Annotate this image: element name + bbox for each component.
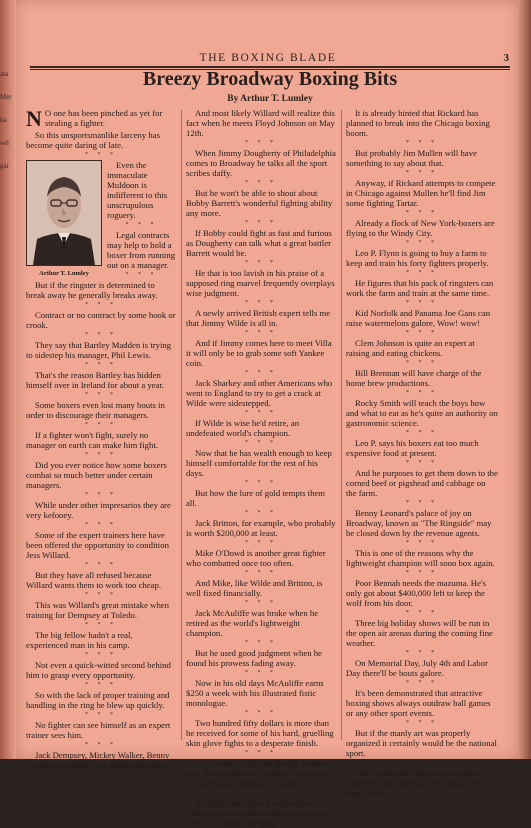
paragraph: Three big holiday shows will be run in the open air arenas during the coming fine weather.	[346, 618, 493, 648]
section-separator: * * *	[406, 170, 438, 176]
paragraph: If Bobby could fight as fast and furious as Dougherty can talk what a great battler Barrett would be.	[186, 228, 332, 258]
paragraph: They say that Bartley Madden is trying to sidestep his manager, Phil Lewis.	[26, 340, 172, 360]
portrait-caption: Arthur T. Lumley	[39, 270, 89, 277]
paragraph: When Jimmy Dougherty of Philadelphia comes to Broadway he talks all the sport scribes daffy.	[186, 148, 336, 178]
paragraph: If Wilde is wise he'd retire, an undefeated world's champion.	[186, 418, 300, 438]
section-separator: * * *	[125, 222, 158, 228]
paragraph: The big fellow hadn't a real, experienced man in his camp.	[26, 630, 133, 650]
section-separator: * * *	[85, 422, 117, 428]
paragraph: Even the immaculate Muldoon is indifferent to this unscrupulous roguery.	[107, 160, 168, 220]
running-header: THE BOXING BLADE	[199, 52, 337, 64]
paragraph: Leo P. Flynn is going to buy a farm to keep and train his forty fighters properly.	[346, 248, 489, 268]
article-byline: By Arthur T. Lumley	[227, 94, 313, 104]
paragraph: Some boxers even lost many bouts in order to discourage their managers.	[26, 400, 165, 420]
article-column-2	[186, 108, 336, 828]
paragraph: But if the ringster is determined to break away he generally breaks away.	[26, 280, 158, 300]
section-separator: * * *	[406, 390, 438, 396]
section-separator: * * *	[85, 522, 117, 528]
paragraph: That's the reason Bartley has hidden himself over in Ireland for about a year.	[26, 370, 164, 390]
paragraph: But he won't be able to shout about Bobby Barrett's wonderful fighting ability any more.	[186, 188, 333, 218]
paragraph: Jack Dempsey, Mickey Walker, Benny Leonard and other wise champions know this.	[26, 750, 170, 780]
paragraph: Kid Norfolk and Panama Joe Gans can raise watermelons galore, Wow! wow!	[346, 308, 491, 328]
section-separator: * * *	[85, 392, 117, 398]
section-separator: * * *	[245, 260, 277, 266]
paragraph: While under other impresarios they are very kefooey.	[26, 500, 171, 520]
section-separator: * * *	[245, 440, 277, 446]
paragraph: Anyway, if Rickard attempts to compete in Chicago against Mullen he'll find Jim some fighting Tartar.	[346, 178, 496, 208]
section-separator: * * *	[406, 570, 438, 576]
section-separator: * * *	[85, 562, 117, 568]
paragraph: If a fighter won't fight, surely no manager on earth can make him fight.	[26, 430, 158, 450]
paragraph: Legal contracts may help to hold a boxer from running out on a manager.	[107, 230, 176, 270]
section-separator: * * *	[85, 712, 117, 718]
paragraph: On Memorial Day, July 4th and Labor Day there'll be bouts galore.	[346, 658, 488, 678]
section-separator: * * *	[406, 240, 438, 246]
paragraph: Did you ever notice how some boxers combat so much better under certain managers.	[26, 460, 167, 490]
section-separator: * * *	[85, 332, 117, 338]
section-separator: * * *	[85, 652, 117, 658]
section-separator: * * *	[245, 330, 277, 336]
section-separator: * * *	[406, 610, 438, 616]
paragraph: Leo P. says his boxers eat too much expensive food at present.	[346, 438, 479, 458]
paragraph: This is one of the reasons why the lightweight champion will soon box again.	[346, 548, 495, 568]
section-separator: * * *	[245, 300, 277, 306]
paragraph: Rocky Smith will teach the boys how and what to eat as he's quite an authority on gastronomic science.	[346, 398, 498, 428]
section-separator: * * *	[245, 670, 277, 676]
paragraph: This was Willard's great mistake when training for Dempsey at Toledo.	[26, 600, 169, 620]
paragraph: But they have all refused because Willard wants them to work too cheap.	[26, 570, 161, 590]
section-separator: * * *	[125, 272, 158, 278]
paragraph: No fighter can see himself as an expert trainer sees him.	[26, 720, 171, 740]
left-page-edge-text: ata Mer ha wil gai	[0, 70, 12, 170]
paragraph: Two hundred fifty dollars is more than he received for some of his hard, gruelling skin glove fights to a desperate finish.	[186, 718, 334, 748]
paragraph: But he used good judgment when he found his prowess fading away.	[186, 648, 322, 668]
section-separator: * * *	[245, 710, 277, 716]
section-separator: * * *	[85, 592, 117, 598]
paragraph: And he purposes to get them down to the corned beef or pigshead and cabbage on the farm.	[346, 468, 498, 498]
paragraph: The Garden clique are greatly alarmed over the popular and financial success of the big boxing shows in Chicago.	[186, 758, 329, 788]
portrait-illustration	[27, 161, 101, 265]
section-separator: * * *	[406, 500, 438, 506]
paragraph: Ringling and Rickard realize that Chicago has become a dangerous rival to their New York monopoly.	[186, 798, 329, 828]
paragraph: And if Jimmy comes here to meet Villa it will only be to grab some soft Yankee coin.	[186, 338, 332, 368]
paragraph: Already a flock of New York-boxers are flying to the Windy City.	[346, 218, 495, 238]
column-divider	[341, 110, 342, 740]
section-separator: * * *	[245, 640, 277, 646]
section-separator: * * *	[85, 682, 117, 688]
section-separator: * * *	[406, 720, 438, 726]
paragraph: N O one has been pinched as yet for stealing a fighter.	[26, 106, 163, 131]
article-title: Breezy Broadway Boxing Bits	[142, 68, 398, 90]
section-separator: * * *	[85, 452, 117, 458]
section-separator: * * *	[85, 742, 117, 748]
section-separator: * * *	[245, 220, 277, 226]
paragraph: Mike O'Dowd is another great fighter who combatted once too often.	[186, 548, 326, 568]
section-separator: * * *	[245, 140, 277, 146]
section-separator: * * *	[85, 622, 117, 628]
section-separator: * * *	[245, 790, 277, 796]
paragraph: So with the lack of proper training and handling in the ring he blew up quickly.	[26, 690, 170, 710]
author-portrait-figure	[26, 160, 102, 278]
article-column-1	[26, 106, 176, 780]
paragraph: Clem Johnson is quite an expert at raising and eating chickens.	[346, 338, 475, 358]
section-separator: * * *	[245, 180, 277, 186]
paragraph: Jack McAuliffe was broke when he retired as the world's lightweight champion.	[186, 608, 319, 638]
section-separator: * * *	[406, 680, 438, 686]
paragraph: But how the lure of gold tempts them all.	[186, 488, 326, 508]
section-separator: * * *	[85, 362, 117, 368]
section-separator: * * *	[406, 360, 438, 366]
section-separator: * * *	[245, 510, 277, 516]
column-divider	[181, 110, 182, 740]
section-separator: * * *	[406, 140, 438, 146]
section-separator: * * *	[406, 460, 438, 466]
section-separator: * * *	[406, 300, 438, 306]
paragraph: He that is too lavish in his praise of a supposed ring marvel frequently overplays wise judgment.	[186, 268, 335, 298]
section-separator: * * *	[85, 302, 117, 308]
author-portrait	[26, 160, 102, 266]
paragraph: And most likely Willard will realize this fact when he meets Floyd Johnson on May 12th.	[186, 108, 335, 138]
paragraph: So this unsportsmanlike larceny has become quite daring of late.	[26, 130, 160, 150]
paragraph: And Mike, like Wilde and Britton, is well fixed financially.	[186, 578, 323, 598]
section-separator: * * *	[245, 540, 277, 546]
paragraph: But if the manly art was properly organized it certainly would be the national sport.	[346, 728, 497, 758]
paragraph: A newly arrived British expert tells me that Jimmy Wilde is all in.	[186, 308, 331, 328]
section-separator: * * *	[406, 430, 438, 436]
paragraph: Now in his old days McAuliffe earns $250 a week with his illustrated fistic monologue.	[186, 678, 324, 708]
paragraph: Poor Bennah needs the mazuma. He's only got about $400,000 left to keep the wolf from his door.	[346, 578, 486, 608]
paragraph: He figures that his pack of ringsters can work the farm and train at the same time.	[346, 278, 494, 298]
paragraph: Jack Sharkey and other Americans who went to England to try to get a crack at Wilde were sidestepped.	[186, 378, 333, 408]
paragraph: Benny Leonard's palace of joy on Broadway, known as "The Ringside" may be closed down by the revenue agents.	[346, 508, 492, 538]
paragraph: Contract or no contract by some hook or crook.	[26, 310, 176, 330]
section-separator: * * *	[245, 600, 277, 606]
paragraph: Now that he has wealth enough to keep himself comfortable for the rest of his days.	[186, 448, 332, 478]
section-separator: * * *	[406, 210, 438, 216]
paragraph: It's been demonstrated that attractive boxing shows always outdraw ball games or any other sport events.	[346, 688, 491, 718]
paragraph: It is already hinted that Rickard has planned to break into the Chicago boxing boom.	[346, 108, 490, 138]
section-separator: * * *	[406, 760, 438, 766]
paragraph: Bill Brennan will have charge of the home brew productions.	[346, 368, 482, 388]
section-separator: * * *	[245, 570, 277, 576]
drop-cap: N	[26, 106, 42, 131]
section-separator: * * *	[406, 650, 438, 656]
page-number: 3	[503, 52, 509, 64]
section-separator: * * *	[245, 480, 277, 486]
paragraph: But probably Jim Mullen will have something to say about that.	[346, 148, 477, 168]
paragraph: Not even a quick-witted second behind him to grasp every opportunity.	[26, 660, 171, 680]
article-column-3	[346, 108, 498, 798]
section-separator: * * *	[406, 330, 438, 336]
page-edge-shadow	[518, 0, 531, 759]
section-separator: * * *	[406, 540, 438, 546]
section-separator: * * *	[85, 492, 117, 498]
section-separator: * * *	[406, 270, 438, 276]
paragraph: Jack Britton, for example, who probably is worth $200,000 at least.	[186, 518, 336, 538]
section-separator: * * *	[245, 410, 277, 416]
section-separator: * * *	[245, 750, 277, 756]
paragraph: Some of the expert trainers here have been offered the opportunity to condition Jess Willard.	[26, 530, 169, 560]
section-separator: * * *	[245, 370, 277, 376]
paragraph: Old Pistiana has been often unjustly knocked about but has never taken the count as yet.	[346, 768, 481, 798]
section-separator: * * *	[85, 152, 117, 158]
